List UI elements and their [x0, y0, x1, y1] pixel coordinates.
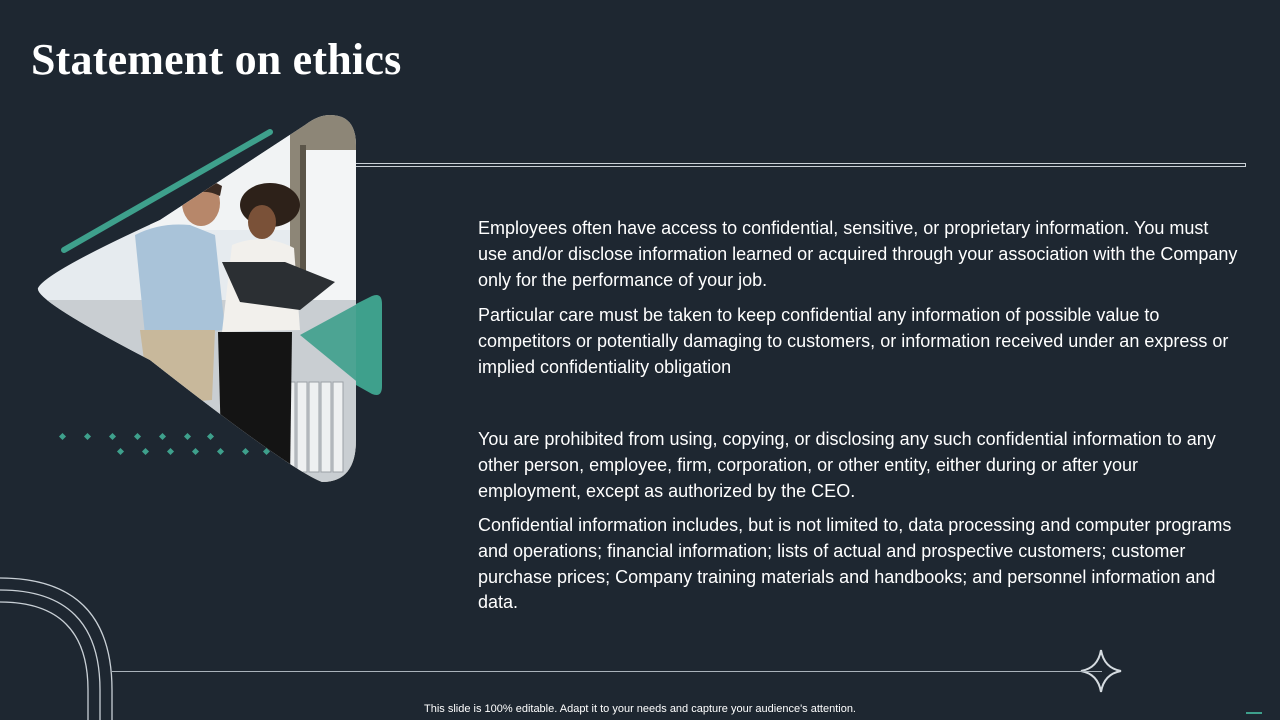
paragraph-care: Particular care must be taken to keep confidential any information of possible value to competitors or potentially damaging to customers, or information received under an express or implied confidentiality obligation: [478, 305, 1229, 377]
footer-note: This slide is 100% editable. Adapt it to your needs and capture your audience's attention.: [424, 703, 856, 715]
arc-lines-decoration: [0, 578, 112, 720]
slide-title: Statement on ethics: [31, 35, 402, 84]
bottom-divider-line: [112, 671, 1102, 672]
paragraph-includes: Confidential information includes, but is not limited to, data processing and computer programs and operations; financial information; lists of actual and prospective customers; customer purchase prices; Company training materials and handbooks; and personnel information and data.: [478, 515, 1232, 613]
paragraph-access: Employees often have access to confidential, sensitive, or proprietary information. You must use and/or disclose information learned or acquired through your association with the Company only for the performance of your job.: [478, 218, 1238, 290]
accent-triangle: [356, 295, 382, 395]
paragraph-prohibited: You are prohibited from using, copying, or disclosing any such confidential information to any other person, employee, firm, corporation, or other entity, either during or after your employment, except as authorized by the CEO.: [478, 429, 1216, 501]
diamond-dot-icon: [59, 433, 270, 455]
